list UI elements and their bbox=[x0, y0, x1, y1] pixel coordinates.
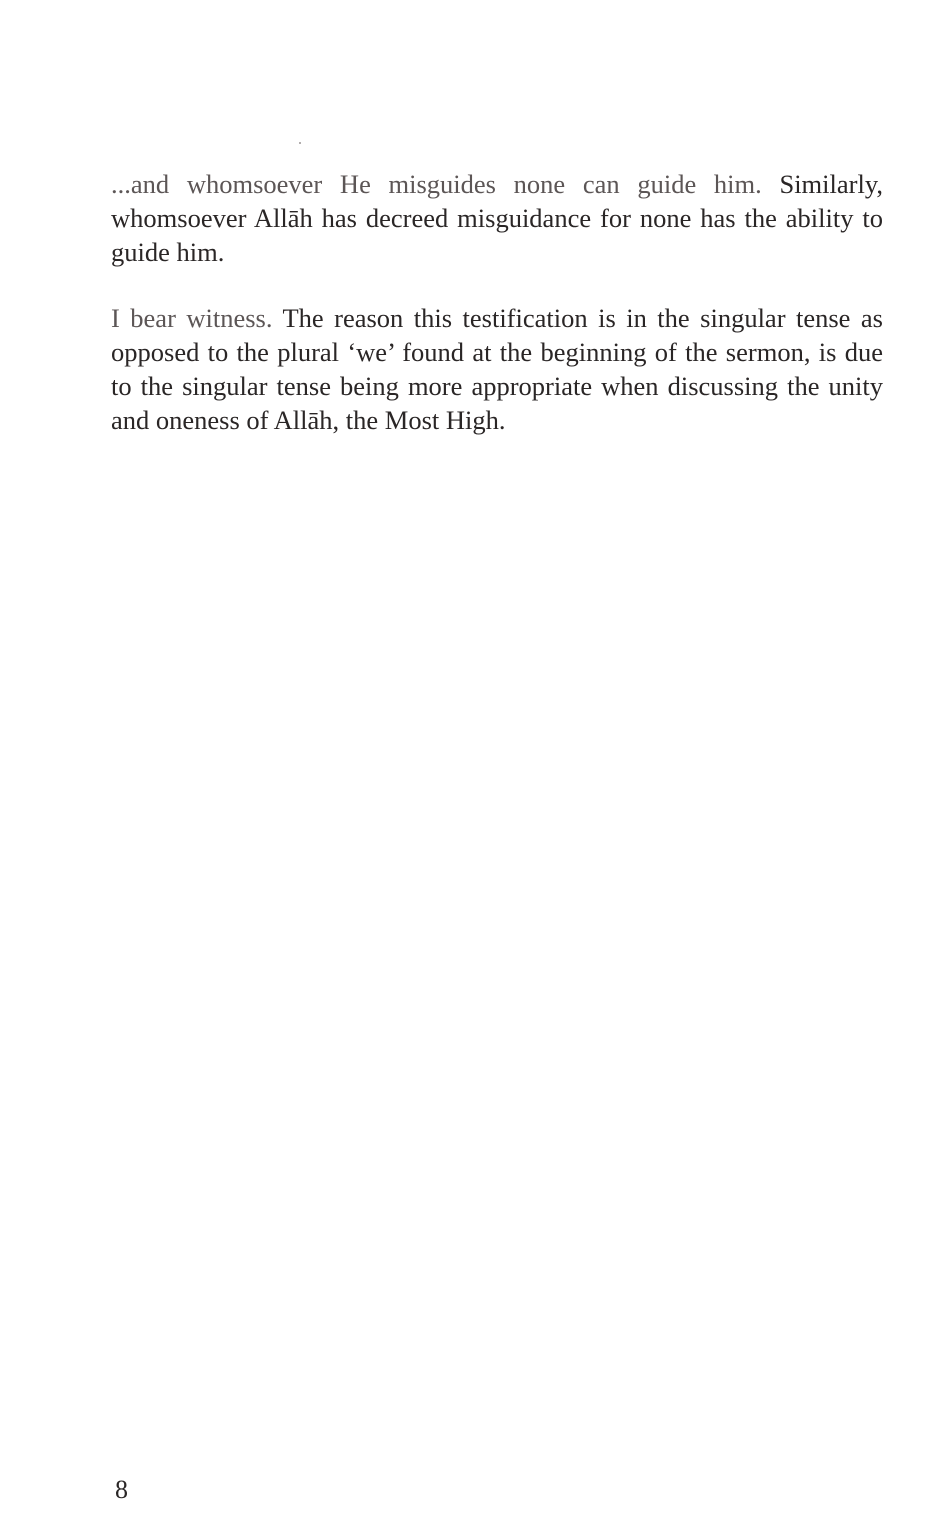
paragraph-1-text: Similarly, whomsoever Allāh has decreed misguidance for none has the ability to guide him. bbox=[111, 169, 883, 267]
paragraph-2 bbox=[111, 301, 883, 437]
body-text bbox=[111, 167, 883, 437]
paragraph-1 bbox=[111, 167, 883, 269]
print-speck bbox=[299, 142, 301, 144]
paragraph-1-lead: ...and whomsoever He misguides none can guide him. bbox=[111, 169, 762, 199]
paragraph-2-lead: I bear witness. bbox=[111, 303, 273, 333]
page-number: 8 bbox=[115, 1475, 128, 1504]
paragraph-2-text: The reason this testification is in the singular tense as opposed to the plural ‘we’ found at the beginning of the sermon, is due to the singular tense being more appropriate when discussing the unity and oneness of Allāh, the Most High. bbox=[111, 303, 883, 435]
